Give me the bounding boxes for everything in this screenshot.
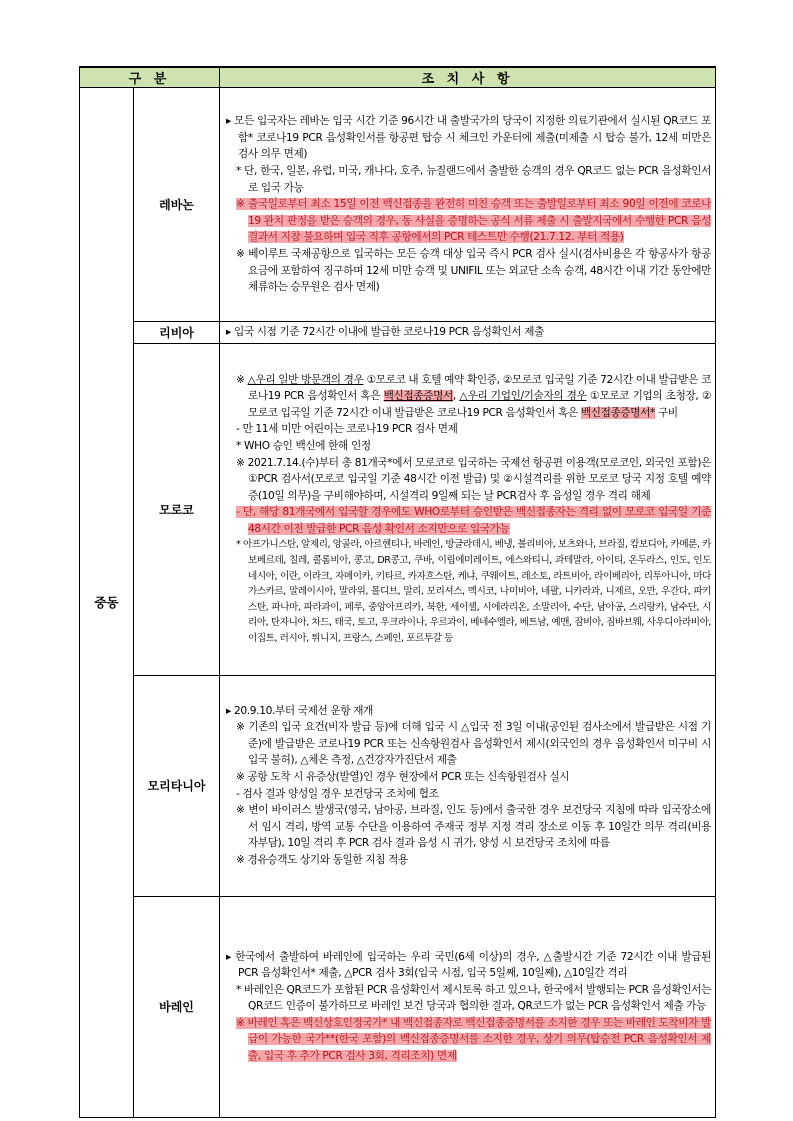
list-item: - 만 11세 미만 어린이는 코로나19 PCR 검사 면제 (236, 423, 458, 436)
list-item: * 단, 한국, 일본, 유럽, 미국, 캐나다, 호주, 뉴질랜드에서 출발한 승객의 경우 QR코드 없는 PCR 음성확인서로 입국 가능 (236, 165, 711, 194)
header-row (80, 67, 716, 88)
list-item (226, 196, 711, 246)
bahrain-measures (220, 896, 716, 1117)
morocco-measures (220, 343, 716, 675)
list-item: ※ 베이루트 국제공항으로 입국하는 모든 승객 대상 입국 즉시 PCR 검사 실시(검사비용은 각 항공사가 항공 요금에 포함하여 징구하며 12세 미만 승객 및 UNIFIL 또는 외교단 소속 승객, 48시간 이내 기간 동안에만 체류하는 승무원은 검사 면제) (236, 247, 711, 294)
list-item: * WHO 승인 백신에 한해 인정 (236, 439, 371, 452)
list-item: ※ 공항 도착 시 유증상(발열)인 경우 현장에서 PCR 또는 신속항원검사 실시 (236, 771, 570, 783)
header-category: 구 분 (80, 67, 220, 88)
table-row (80, 343, 716, 675)
table-row (80, 88, 716, 322)
list-item: ▸ 20.9.10.부터 국제선 운항 재개 (226, 704, 373, 717)
table-row (80, 896, 716, 1117)
list-item: ▸ 입국 시점 기준 72시간 이내에 발급한 코로나19 PCR 음성확인서 제출 (226, 326, 545, 338)
country-mauritania: 모리타니아 (134, 675, 220, 896)
mauritania-measures (220, 675, 716, 896)
list-item (226, 1015, 711, 1065)
list-item: ※ 2021.7.14.(수)부터 총 81개국*에서 모로코로 입국하는 국제선 항공편 이용객(모로코인, 외국인 포함)은 ①PCR 검사서(모로코 입국일 기준 48시간 이전 발급) 및 ②시설격리를 위한 모로코 당국 지정 호텔 예약증(10일 의무)을 구비해야하며, 시설격리 9일째 되는 날 PCR검사 후 음성일 경우 격리 해제 (236, 456, 711, 502)
measures-table (79, 66, 716, 1118)
list-item: - 검사 결과 양성일 경우 보건당국 조치에 협조 (236, 787, 439, 800)
country-bahrain: 바레인 (134, 896, 220, 1117)
list-item: ▸ 모든 입국자는 레바논 입국 시간 기준 96시간 내 출발국가의 당국이 지정한 의료기관에서 실시된 QR코드 포함* 코로나19 PCR 음성확인서를 항공편 탑승 시 체크인 카운터에 제출(미제출 시 탑승 불가, 12세 미만은 검사 의무 면제) (226, 115, 711, 161)
region-cell: 중동 (80, 88, 134, 1118)
country-libya: 리비아 (134, 322, 220, 344)
list-item (226, 504, 711, 537)
list-item: ※ 경유승객도 상기와 동일한 지침 적용 (236, 853, 408, 866)
highlighted-text: ※ 바레인 혹은 백신상호인정국가* 내 백신접종자로 백신접종증명서를 소지한 경우 또는 바레인 도착비자 발급이 가능한 국가**(한국 포함)의 백신접종증명서를 소지한 경우, 상기 의무(탑승전 PCR 음성확인서 제출, 입국 후 추가 PCR 검사 3회, 격리조치) 면제 (236, 1016, 711, 1063)
list-item: ※ △우리 일반 방문객의 경우 ①모로코 내 호텔 예약 확인증, ②모로코 입국일 기준 72시간 이내 발급받은 코로나19 PCR 음성확인서 혹은 백신접종증명서, △우리 기업인/기술자의 경우 ①모로코 기업의 초청장, ②모로코 입국일 기준 72시간 이내 발급받은 코로나19 PCR 음성확인서 혹은 백신접종증명서* 구비 (236, 373, 711, 419)
lebanon-measures (220, 88, 716, 322)
list-item: ※ 변이 바이러스 발생국(영국, 남아공, 브라질, 인도 등)에서 출국한 경우 보건당국 지침에 따라 입국장소에서 임시 격리, 방역 교통 수단을 이용하여 주재국 정부 지정 격리 장소로 이동 후 10일간 의무 격리(비용 자부담), 10일 격리 후 PCR 검사 결과 음성 시 귀가, 양성 시 보건당국 조치에 따름 (236, 804, 711, 850)
list-item: ▸ 한국에서 출발하여 바레인에 입국하는 우리 국민(6세 이상)의 경우, △출발시간 기준 72시간 이내 발급된 PCR 음성확인서* 제출, △PCR 검사 3회(입국 시점, 입국 5일째, 10일째), △10일간 격리 (226, 950, 711, 980)
country-morocco: 모로코 (134, 343, 220, 675)
table-row (80, 675, 716, 896)
highlighted-text: ※ 출국일로부터 최소 15일 이전 백신접종을 완전히 미친 승객 또는 출발일로부터 최소 90일 이전에 코로나19 완치 판정을 받은 승객의 경우, 동 사실을 증명하는 공식 서류 제출 시 출발지국에서 수행한 PCR 음성결과서 지참 불요하며 입국 직후 공항에서의 PCR 테스트만 수행(21.7.12. 부터 적용) (236, 198, 711, 244)
list-item: * 아프가니스탄, 알제리, 앙골라, 아르헨티나, 바레인, 방글라데시, 베냉, 볼리비아, 보츠와나, 브라질, 캄보디아, 카메룬, 카보베르데, 칠레, 콜롬비아, 콩고, DR콩고, 쿠바, 이립에미레이트, 에스와티니, 과테말라, 아이티, 온두라스, 인도, 인도네시아, 이란, 이라크, 자메이카, 키타르, 카자흐스탄, 케냐, 쿠웨이트, 레소토, 라트비아, 라이베리아, 리투아니아, 마다가스카르, 말레이시아, 말라위, 몰디브, 말리, 모리셔스, 멕시코, 나미비아, 네팔, 니카라과, 니제르, 오만, 우간다, 파키스탄, 파나마, 파라과이, 페루, 중앙아프리카, 북한, 세이셸, 시에라리온, 소말리아, 수단, 남아공, 스리랑카, 남수단, 시리아, 탄자니아, 차드, 태국, 토고, 우크라이나, 우르과이, 베네수엘라, 베트남, 예맨, 잠비아, 짐바브웨, 사우디아라비아, 이집트, 러시아, 튀니지, 프랑스, 스페인, 포르투갈 등 (236, 539, 711, 645)
list-item: ※ 기존의 입국 요건(비자 발급 등)에 더해 입국 시 △입국 전 3일 이내(공인된 검사소에서 발급받은 시점 기준)에 발급받은 코로나19 PCR 또는 신속항원검사 음성확인서 제시(외국인의 경우 음성확인서 미구비 시 입국 불허), △체온 측정, △건강자가진단서 제출 (236, 721, 711, 767)
country-lebanon: 레바논 (134, 88, 220, 322)
header-measures: 조 치 사 항 (220, 67, 716, 88)
list-item: * 바레인은 QR코드가 포함된 PCR 음성확인서 제시토록 하고 있으나, 한국에서 발행되는 PCR 음성확인서는 QR코드 인증이 불가하므로 바레인 보건 당국과 협의한 결과, QR코드가 없는 PCR 음성확인서 제출 가능 (236, 983, 711, 1013)
highlighted-text: - 단, 해당 81개국에서 입국할 경우에도 WHO로부터 승인받은 백신접종자는 격리 없이 모로코 입국일 기준 48시간 이전 발급한 PCR 음성 확인서 소지만으로 입국가능 (236, 506, 711, 535)
table-row (80, 322, 716, 344)
libya-measures (220, 322, 716, 344)
